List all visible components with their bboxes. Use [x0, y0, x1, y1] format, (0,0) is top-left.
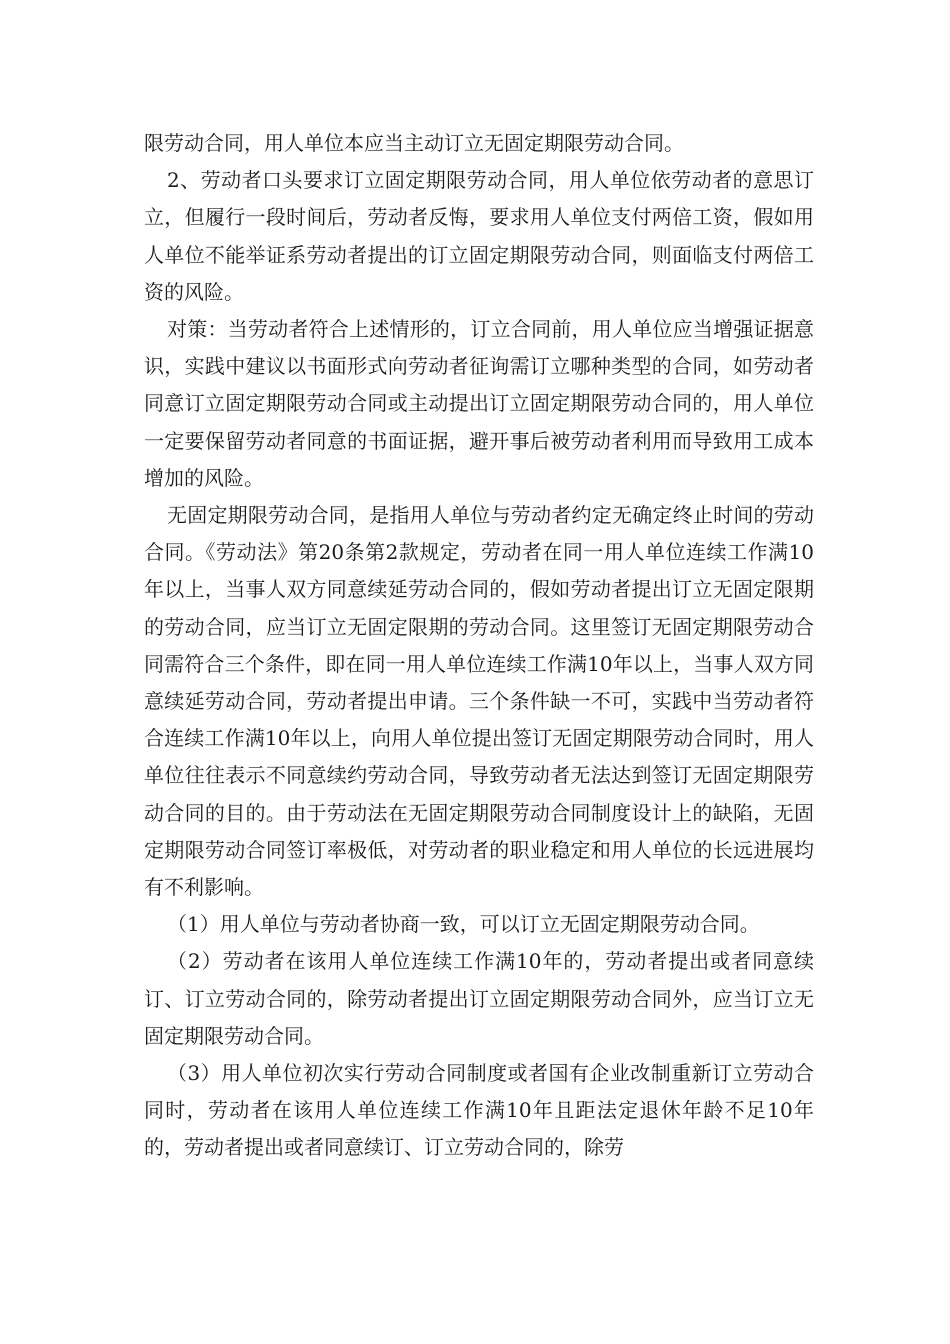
paragraph-clause-3: （3）用人单位初次实行劳动合同制度或者国有企业改制重新订立劳动合同时，劳动者在该用人单位连续工作满10年且距法定退休年龄不足10年的，劳动者提出或者同意续订、订立劳动合同的，除劳: [144, 1061, 814, 1160]
paragraph-continuation: 限劳动合同，用人单位本应当主动订立无固定期限劳动合同。: [144, 131, 684, 155]
paragraph-clause-1: （1）用人单位与劳动者协商一致，可以订立无固定期限劳动合同。: [167, 912, 760, 937]
paragraph-countermeasure: 对策：当劳动者符合上述情形的，订立合同前，用人单位应当增强证据意识，实践中建议以书面形式向劳动者征询需订立哪种类型的合同，如劳动者同意订立固定期限劳动合同或主动提出订立固定期限劳动合同的，用人单位一定要保留劳动者同意的书面证据，避开事后被劳动者利用而导致用工成本增加的风险。: [144, 317, 814, 490]
paragraph-item-2: 2、劳动者口头要求订立固定期限劳动合同，用人单位依劳动者的意思订立，但履行一段时间后，劳动者反悔，要求用人单位支付两倍工资，假如用人单位不能举证系劳动者提出的订立固定期限劳动合同，则面临支付两倍工资的风险。: [144, 168, 814, 304]
document-body: [144, 125, 814, 1167]
paragraph-definition: 无固定期限劳动合同，是指用人单位与劳动者约定无确定终止时间的劳动合同。《劳动法》第20条第2款规定，劳动者在同一用人单位连续工作满10年以上，当事人双方同意续延劳动合同的，假如劳动者提出订立无固定限期的劳动合同，应当订立无固定限期的劳动合同。这里签订无固定期限劳动合同需符合三个条件，即在同一用人单位连续工作满10年以上，当事人双方同意续延劳动合同，劳动者提出申请。三个条件缺一不可，实践中当劳动者符合连续工作满10年以上，向用人单位提出签订无固定期限劳动合同时，用人单位往往表示不同意续约劳动合同，导致劳动者无法达到签订无固定期限劳动合同的目的。由于劳动法在无固定期限劳动合同制度设计上的缺陷，无固定期限劳动合同签订率极低，对劳动者的职业稳定和用人单位的长远进展均有不利影响。: [144, 503, 814, 900]
paragraph-clause-2: （2）劳动者在该用人单位连续工作满10年的，劳动者提出或者同意续订、订立劳动合同的，除劳动者提出订立固定期限劳动合同外，应当订立无固定期限劳动合同。: [144, 949, 814, 1048]
